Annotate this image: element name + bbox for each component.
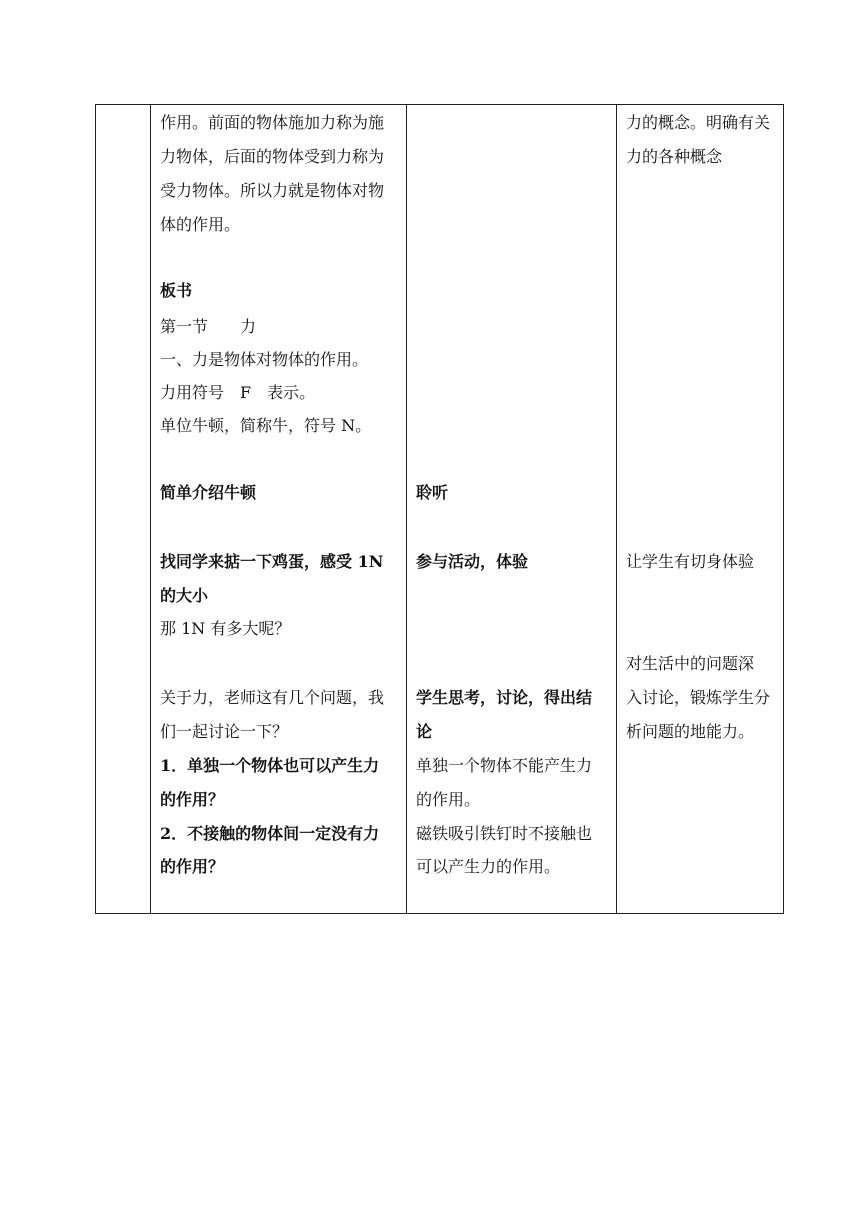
question-2: 2．不接触的物体间一定没有力 (160, 824, 380, 843)
question-1: 的作用？ (160, 790, 225, 809)
board-heading: 板书 (160, 281, 193, 300)
intent-concept-line: 力的各种概念 (626, 147, 723, 166)
how-big-question: 那 1N 有多大呢？ (160, 619, 291, 638)
student-answer-2: 可以产生力的作用。 (416, 857, 561, 876)
student-answer-1: 单独一个物体不能产生力 (416, 756, 593, 775)
intent-concept-line: 力的概念。明确有关 (626, 113, 771, 132)
newton-intro: 简单介绍牛顿 (160, 483, 257, 502)
student-answer-2: 磁铁吸引铁钉时不接触也 (416, 824, 593, 843)
teacher-text-line: 体的作用。 (160, 215, 241, 234)
table-row (96, 105, 784, 914)
step-column-cell (96, 105, 151, 914)
design-intent-cell (617, 105, 784, 914)
board-line: 力用符号 F 表示。 (160, 383, 316, 402)
teacher-text-line: 力物体，后面的物体受到力称为 (160, 147, 385, 166)
question-intro-line: 关于力，老师这有几个问题，我 (160, 688, 385, 707)
student-listen: 聆听 (416, 483, 449, 502)
board-line: 第一节 力 (160, 317, 257, 336)
question-1: 1．单独一个物体也可以产生力 (160, 756, 380, 775)
board-line: 一、力是物体对物体的作用。 (160, 350, 369, 369)
question-2: 的作用？ (160, 857, 225, 876)
student-think-line: 论 (416, 722, 433, 741)
egg-activity-line: 找同学来掂一下鸡蛋，感受 1N (160, 552, 384, 571)
teacher-text-line: 受力物体。所以力就是物体对物 (160, 181, 385, 200)
egg-activity-line: 的大小 (160, 586, 209, 605)
intent-discuss-line: 对生活中的问题深 (626, 654, 755, 673)
student-answer-1: 的作用。 (416, 790, 481, 809)
lesson-plan-table (95, 104, 784, 914)
intent-discuss-line: 入讨论，锻炼学生分 (626, 688, 771, 707)
student-activity-cell (407, 105, 617, 914)
intent-experience: 让学生有切身体验 (626, 552, 755, 571)
teacher-text-line: 作用。前面的物体施加力称为施 (160, 113, 385, 132)
intent-discuss-line: 析问题的地能力。 (626, 722, 755, 741)
teacher-activity-cell (151, 105, 407, 914)
student-activity: 参与活动，体验 (416, 552, 529, 571)
board-line: 单位牛顿，简称牛，符号 N。 (160, 416, 372, 435)
question-intro-line: 们一起讨论一下？ (160, 722, 289, 741)
student-think-line: 学生思考，讨论，得出结 (416, 688, 593, 707)
